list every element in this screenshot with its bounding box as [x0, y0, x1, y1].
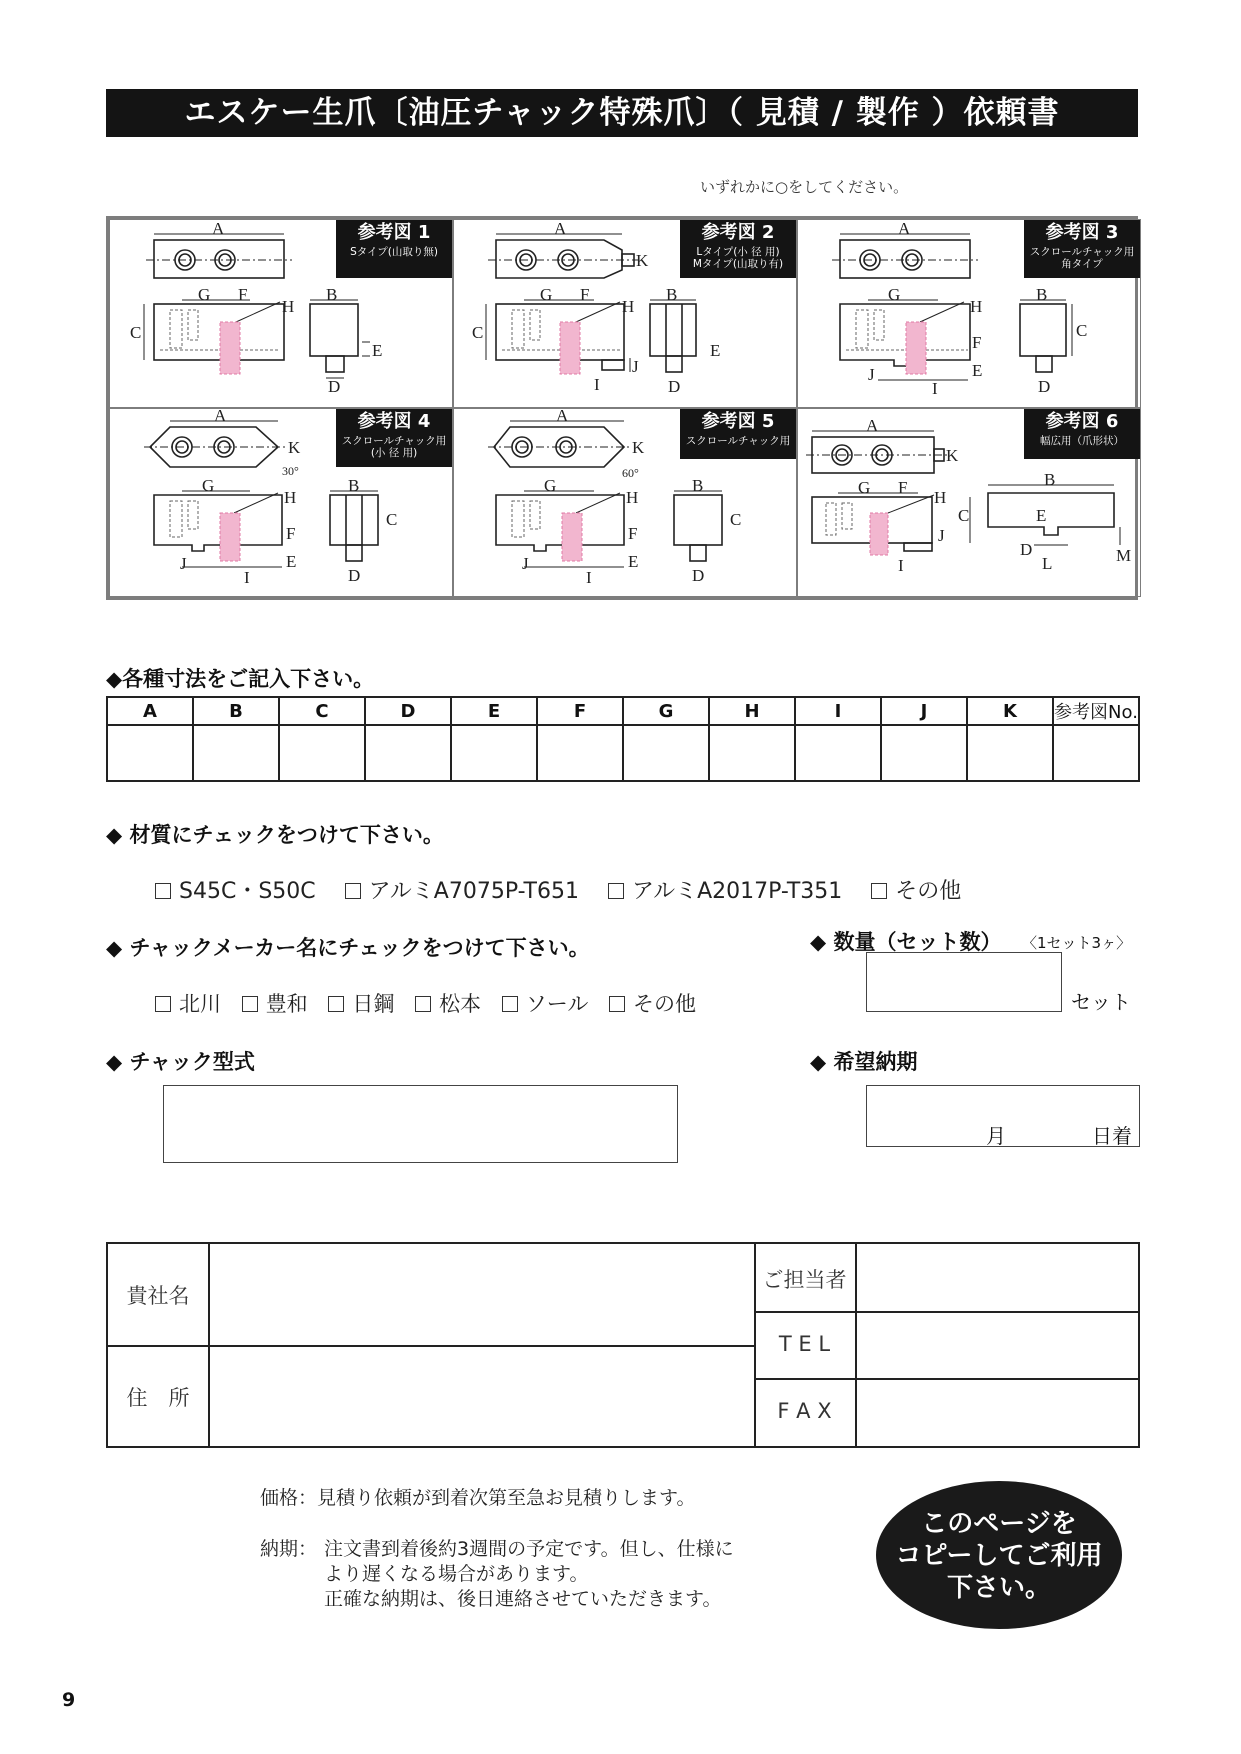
svg-text:D: D	[1020, 540, 1033, 559]
svg-text:G: G	[544, 476, 557, 495]
dimensions-heading: ◆各種寸法をご記入下さい。	[106, 667, 375, 691]
input-A[interactable]	[107, 725, 193, 781]
svg-text:I: I	[932, 379, 938, 398]
maker-option-other[interactable]: その他	[609, 988, 696, 1018]
figure-2-badge: 参考図 2 Lタイプ(小 径 用) Mタイプ(山取り有)	[680, 220, 796, 278]
svg-text:C: C	[1076, 321, 1088, 340]
svg-text:C: C	[472, 323, 484, 342]
material-heading: ◆ 材質にチェックをつけて下さい。	[106, 823, 444, 847]
fax-input[interactable]	[857, 1380, 1139, 1444]
svg-text:C: C	[958, 506, 970, 525]
label-E: E	[372, 341, 383, 360]
input-B[interactable]	[193, 725, 279, 781]
col-ref-no: 参考図No.	[1053, 697, 1139, 725]
figure-6-badge: 参考図 6 幅広用（爪形状）	[1024, 409, 1140, 459]
checkbox-icon[interactable]	[415, 996, 431, 1012]
svg-text:F: F	[580, 285, 590, 304]
figure-1-badge: 参考図 1 Sタイプ(山取り無)	[336, 220, 452, 278]
checkbox-icon[interactable]	[155, 996, 171, 1012]
svg-text:K: K	[288, 438, 301, 457]
tel-input[interactable]	[857, 1313, 1139, 1377]
svg-text:J: J	[938, 526, 945, 545]
label-A: A	[212, 220, 225, 238]
tel-label: T E L	[778, 1332, 831, 1356]
svg-text:H: H	[934, 488, 947, 507]
svg-text:B: B	[1044, 470, 1056, 489]
contact-person-input[interactable]	[857, 1244, 1139, 1310]
svg-text:A: A	[556, 409, 569, 425]
price-note: 価格：見積り依頼が到着次第至急お見積りします。	[260, 1487, 696, 1509]
svg-text:I: I	[898, 556, 904, 575]
svg-text:B: B	[348, 476, 360, 495]
svg-text:F: F	[898, 478, 908, 497]
col-D: D	[365, 697, 451, 725]
circle-instruction: いずれかに○をしてください。	[700, 178, 909, 196]
svg-text:E: E	[1036, 506, 1047, 525]
col-J: J	[881, 697, 967, 725]
svg-text:H: H	[284, 488, 297, 507]
page-number: 9	[62, 1689, 76, 1711]
input-E[interactable]	[451, 725, 537, 781]
svg-text:F: F	[286, 524, 296, 543]
svg-text:D: D	[348, 566, 361, 585]
svg-text:J: J	[868, 365, 875, 384]
input-G[interactable]	[623, 725, 709, 781]
maker-option-kitagawa[interactable]: 北川	[155, 988, 221, 1018]
svg-text:H: H	[622, 297, 635, 316]
checkbox-icon[interactable]	[242, 996, 258, 1012]
dimensions-header-row	[107, 697, 1139, 725]
figure-2[interactable]	[453, 219, 797, 408]
input-J[interactable]	[881, 725, 967, 781]
input-I[interactable]	[795, 725, 881, 781]
svg-text:E: E	[628, 552, 639, 571]
reference-figures	[106, 216, 1138, 600]
checkbox-icon[interactable]	[871, 883, 887, 899]
figure-4[interactable]	[109, 408, 453, 597]
maker-options	[155, 988, 696, 1018]
svg-text:B: B	[692, 476, 704, 495]
label-D: D	[328, 377, 341, 396]
page-title: エスケー生爪〔油圧チャック特殊爪〕（ 見積 / 製作 ）依頼書	[106, 89, 1138, 137]
label-C: C	[130, 323, 142, 342]
svg-text:G: G	[202, 476, 215, 495]
delivery-day-label: 日着	[1092, 1124, 1132, 1148]
svg-text:30°: 30°	[282, 464, 299, 478]
maker-option-matsumoto[interactable]: 松本	[415, 988, 481, 1018]
fax-label: F A X	[777, 1399, 832, 1423]
company-name-label: 貴社名	[126, 1284, 190, 1308]
col-H: H	[709, 697, 795, 725]
quantity-heading: ◆ 数量（セット数）	[810, 930, 1002, 954]
col-I: I	[795, 697, 881, 725]
material-option-s45c[interactable]: S45C・S50C	[155, 874, 316, 905]
svg-text:I: I	[244, 568, 250, 587]
chuck-model-heading: ◆ チャック型式	[106, 1050, 255, 1074]
svg-text:G: G	[540, 285, 553, 304]
svg-text:A: A	[866, 416, 879, 435]
svg-text:C: C	[386, 510, 398, 529]
dimensions-input-row	[107, 725, 1139, 781]
svg-text:E: E	[286, 552, 297, 571]
delivery-month-label: 月	[986, 1124, 1006, 1148]
col-A: A	[107, 697, 193, 725]
svg-text:J: J	[180, 554, 187, 573]
figure-3[interactable]	[797, 219, 1141, 408]
svg-text:D: D	[1038, 377, 1051, 396]
svg-text:I: I	[594, 375, 600, 394]
label-B: B	[326, 285, 338, 304]
material-options	[155, 874, 983, 905]
delivery-note: 注文書到着後約3週間の予定です。但し、仕様に より遅くなる場合があります。 正確な納期は、後日連絡させていただきます。	[324, 1538, 734, 1610]
quantity-unit: セット	[1071, 990, 1131, 1014]
label-H: H	[282, 297, 295, 316]
col-B: B	[193, 697, 279, 725]
svg-text:H: H	[626, 488, 639, 507]
company-info-form	[106, 1242, 1140, 1448]
input-K[interactable]	[967, 725, 1053, 781]
figure-6[interactable]	[797, 408, 1141, 597]
checkbox-icon[interactable]	[609, 996, 625, 1012]
delivery-note-label: 納期：	[260, 1538, 318, 1560]
address-label: 住 所	[126, 1386, 190, 1410]
col-K: K	[967, 697, 1053, 725]
figure-5-badge: 参考図 5 スクロールチャック用	[680, 409, 796, 459]
figure-3-badge: 参考図 3 スクロールチャック用 角タイプ	[1024, 220, 1140, 278]
svg-text:K: K	[946, 446, 959, 465]
chuck-model-input[interactable]	[163, 1085, 678, 1163]
checkbox-icon[interactable]	[608, 883, 624, 899]
input-H[interactable]	[709, 725, 795, 781]
checkbox-icon[interactable]	[328, 996, 344, 1012]
svg-text:J: J	[632, 357, 639, 376]
svg-text:K: K	[632, 438, 645, 457]
checkbox-icon[interactable]	[502, 996, 518, 1012]
svg-text:G: G	[858, 478, 871, 497]
svg-text:60°: 60°	[622, 466, 639, 480]
material-option-a2017[interactable]: アルミA2017P-T351	[608, 874, 842, 905]
checkbox-icon[interactable]	[155, 883, 171, 899]
svg-text:F: F	[628, 524, 638, 543]
input-F[interactable]	[537, 725, 623, 781]
svg-text:B: B	[666, 285, 678, 304]
input-ref-no[interactable]	[1053, 725, 1139, 781]
col-G: G	[623, 697, 709, 725]
label-F: F	[238, 285, 248, 304]
contact-person-label: ご担当者	[762, 1268, 847, 1292]
dimensions-table	[106, 696, 1140, 782]
svg-text:E: E	[710, 341, 721, 360]
figure-5[interactable]	[453, 408, 797, 597]
checkbox-icon[interactable]	[345, 883, 361, 899]
material-option-other[interactable]: その他	[871, 874, 961, 905]
quantity-input[interactable]	[866, 952, 1062, 1012]
figure-1[interactable]	[109, 219, 453, 408]
col-F: F	[537, 697, 623, 725]
delivery-heading: ◆ 希望納期	[810, 1050, 918, 1074]
svg-text:L: L	[1042, 554, 1053, 573]
svg-text:A: A	[214, 409, 227, 425]
label-G: G	[198, 285, 211, 304]
svg-text:G: G	[888, 285, 901, 304]
input-C[interactable]	[279, 725, 365, 781]
maker-option-nikko[interactable]: 日鋼	[328, 988, 394, 1018]
svg-text:H: H	[970, 297, 983, 316]
svg-text:M: M	[1116, 546, 1132, 565]
svg-text:E: E	[972, 361, 983, 380]
svg-text:I: I	[586, 568, 592, 587]
material-option-a7075[interactable]: アルミA7075P-T651	[345, 874, 579, 905]
svg-text:D: D	[668, 377, 681, 396]
maker-option-sole[interactable]: ソール	[502, 988, 589, 1018]
svg-text:A: A	[554, 220, 567, 238]
col-E: E	[451, 697, 537, 725]
company-name-input[interactable]	[210, 1244, 754, 1344]
figure-4-badge: 参考図 4 スクロールチャック用 (小 径 用)	[336, 409, 452, 467]
svg-text:K: K	[636, 251, 649, 270]
input-D[interactable]	[365, 725, 451, 781]
maker-heading: ◆ チャックメーカー名にチェックをつけて下さい。	[106, 936, 590, 960]
maker-option-howa[interactable]: 豊和	[242, 988, 308, 1018]
address-input[interactable]	[210, 1347, 754, 1445]
svg-text:A: A	[898, 220, 911, 238]
col-C: C	[279, 697, 365, 725]
svg-text:J: J	[522, 554, 529, 573]
svg-text:D: D	[692, 566, 705, 585]
svg-text:C: C	[730, 510, 742, 529]
svg-text:F: F	[972, 333, 982, 352]
svg-text:B: B	[1036, 285, 1048, 304]
copy-notice: このページを コピーしてご利用 下さい。	[876, 1481, 1122, 1629]
quantity-note: 〈1セット3ヶ〉	[1022, 934, 1132, 952]
